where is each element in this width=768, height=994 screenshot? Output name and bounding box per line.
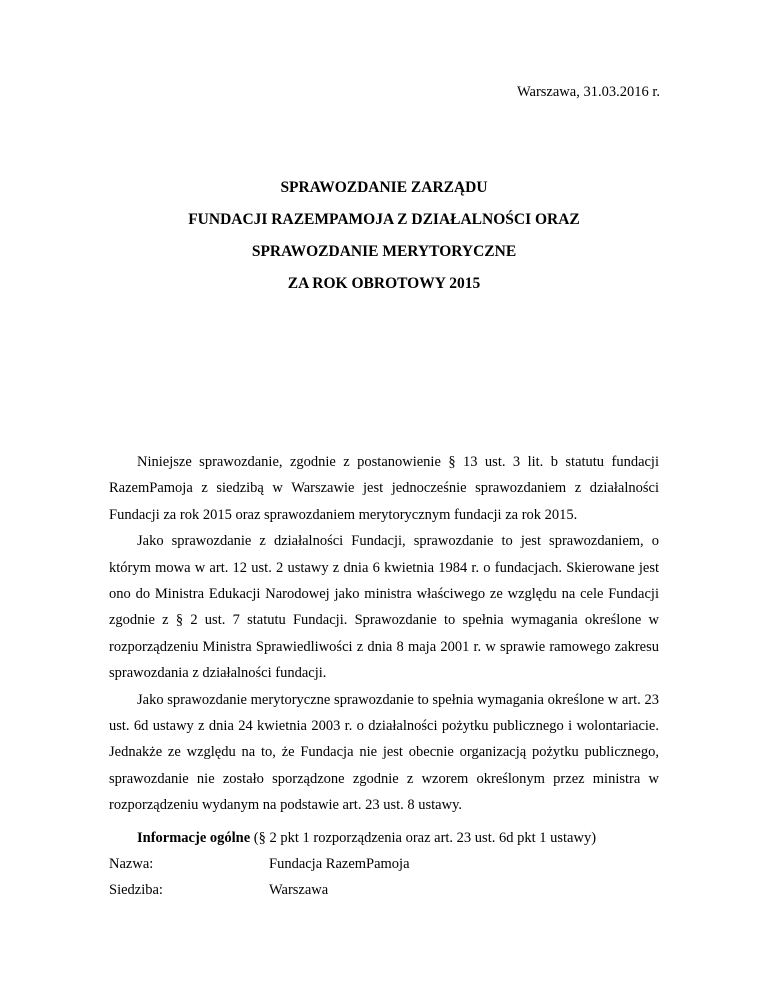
- title-line: ZA ROK OBROTOWY 2015: [287, 275, 481, 292]
- info-row-name: [109, 851, 659, 877]
- info-heading-rest: (§ 2 pkt 1 rozporządzenia oraz art. 23 ust. 6d pkt 1 ustawy): [250, 829, 597, 846]
- paragraph: Jako sprawozdanie merytoryczne sprawozdanie to spełnia wymagania określone w art. 23 ust. 6d ustawy z dnia 24 kwietnia 2003 r. o działalności pożytku publicznego i wolontariacie. Jednakże ze względu na to, że Fundacja nie jest obecnie organizacją pożytku publicznego, sprawozdanie nie zostało sporządzone zgodnie z wzorem określonym przez ministra w rozporządzeniu wydanym na podstawie art. 23 ust. 8 ustawy.: [109, 691, 659, 814]
- paragraph: Niniejsze sprawozdanie, zgodnie z postanowienie § 13 ust. 3 lit. b statutu fundacji RazemPamoja z siedzibą w Warszawie jest jednocześnie sprawozdaniem z działalności Fundacji za rok 2015 oraz sprawozdaniem merytorycznym fundacji za rok 2015.: [109, 454, 659, 523]
- document-body: [109, 449, 659, 903]
- title-line: SPRAWOZDANIE MERYTORYCZNE: [251, 243, 517, 260]
- info-value: Fundacja RazemPamoja: [269, 856, 410, 873]
- title-line: SPRAWOZDANIE ZARZĄDU: [280, 179, 488, 196]
- paragraph: Jako sprawozdanie z działalności Fundacji, sprawozdanie to jest sprawozdaniem, o którym mowa w art. 12 ust. 2 ustawy z dnia 6 kwietnia 1984 r. o fundacjach. Skierowane jest ono do Ministra Edukacji Narodowej jako ministra właściwego ze względu na cele Fundacji zgodnie z § 2 ust. 7 statutu Fundacji. Sprawozdanie to spełnia wymagania określone w rozporządzeniu Ministra Sprawiedliwości z dnia 8 maja 2001 r. w sprawie ramowego zakresu sprawozdania z działalności fundacji.: [109, 533, 659, 682]
- info-heading: [109, 825, 659, 851]
- info-heading-bold: Informacje ogólne: [137, 829, 251, 846]
- document-title: [100, 172, 668, 300]
- info-row-seat: [109, 877, 659, 903]
- info-label: Siedziba:: [109, 882, 163, 899]
- info-label: Nazwa:: [109, 856, 154, 873]
- title-line: FUNDACJI RAZEMPAMOJA Z DZIAŁALNOŚCI ORAZ: [188, 211, 580, 228]
- info-value: Warszawa: [269, 882, 329, 899]
- date-line: Warszawa, 31.03.2016 r.: [517, 84, 660, 100]
